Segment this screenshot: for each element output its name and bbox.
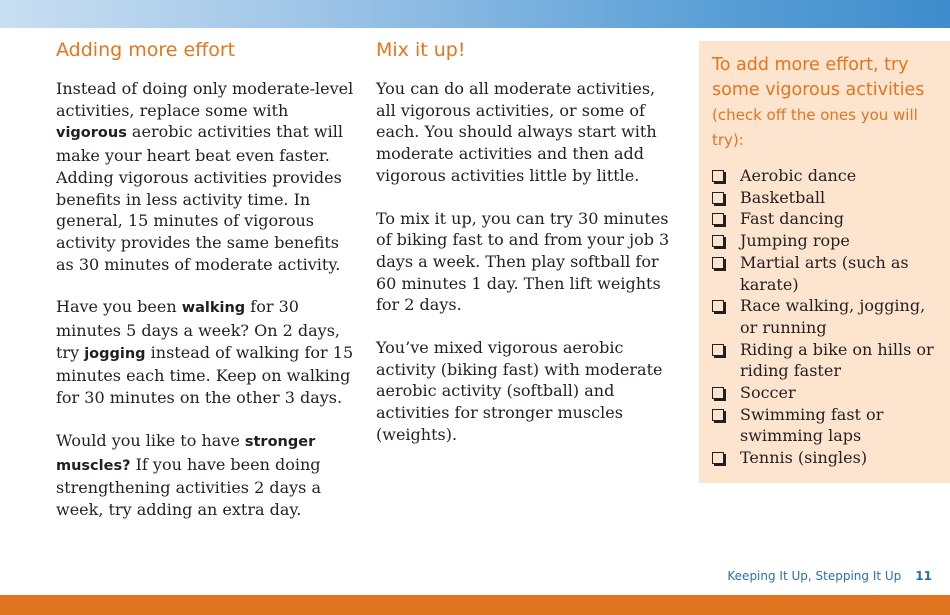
checklist-item: Martial arts (such as karate) (712, 252, 940, 295)
sidebar-title: To add more effort, try some vigorous activities (712, 55, 925, 100)
checkbox-icon[interactable] (712, 452, 724, 464)
keyword-walking: walking (181, 300, 246, 317)
sidebar-note: (check off the ones you will try): (712, 106, 918, 149)
checklist-item: Jumping rope (712, 230, 940, 252)
checklist-item: Soccer (712, 382, 940, 404)
vigorous-activities-sidebar (699, 41, 950, 483)
checkbox-icon[interactable] (712, 344, 724, 356)
column-adding-effort (56, 36, 356, 542)
top-color-band (0, 0, 950, 28)
column-mix-it-up (376, 36, 676, 467)
paragraph-mix-intro: You can do all moderate activities, all vigorous activities, or some of each. You should always start with moderate activities and then add vigorous activities little by little. (376, 79, 657, 185)
checklist-item: Riding a bike on hills or riding faster (712, 339, 940, 382)
paragraph-mix-example: To mix it up, you can try 30 minutes of biking fast to and from your job 3 days a week. Then play softball for 60 minutes 1 day. Then lift weights for 2 days. (376, 208, 670, 315)
activity-checklist (712, 165, 940, 469)
page-footer (700, 569, 932, 583)
heading-mix-it-up: Mix it up! (376, 39, 466, 61)
checklist-item: Tennis (singles) (712, 447, 940, 469)
keyword-stronger-muscles: stronger muscles? (56, 433, 316, 474)
checkbox-icon[interactable] (712, 170, 724, 182)
paragraph-mix-summary: You’ve mixed vigorous aerobic activity (biking fast) with moderate aerobic activity (softball) and activities for stronger muscles (weights). (376, 338, 663, 444)
footer-title: Keeping It Up, Stepping It Up (727, 569, 902, 583)
checklist-item: Basketball (712, 187, 940, 209)
keyword-jogging: jogging (84, 345, 146, 362)
checkbox-icon[interactable] (712, 192, 724, 204)
checklist-item: Fast dancing (712, 208, 940, 230)
checklist-item: Aerobic dance (712, 165, 940, 187)
checklist-item: Swimming fast or swimming laps (712, 404, 940, 447)
checkbox-icon[interactable] (712, 257, 724, 269)
checkbox-icon[interactable] (712, 235, 724, 247)
checkbox-icon[interactable] (712, 213, 724, 225)
paragraph-vigorous: Instead of doing only moderate-level activities, replace some with vigorous aerobic activities that will make your heart beat even faster. Adding vigorous activities provides benefits in less activity time. In general, 15 minutes of vigorous activity provides the same benefits as 30 minutes of moderate activity. (56, 79, 354, 274)
checklist-item: Race walking, jogging, or running (712, 295, 940, 338)
paragraph-stronger-muscles: Would you like to have stronger muscles? If you have been doing strengthening activities 2 days a week, try adding an extra day. (56, 430, 321, 519)
bottom-color-band (0, 595, 950, 615)
heading-adding-effort: Adding more effort (56, 39, 236, 61)
checkbox-icon[interactable] (712, 387, 724, 399)
checkbox-icon[interactable] (712, 300, 724, 312)
checkbox-icon[interactable] (712, 409, 724, 421)
page-number: 11 (915, 569, 932, 583)
paragraph-walking: Have you been walking for 30 minutes 5 days a week? On 2 days, try jogging instead of walking for 15 minutes each time. Keep on walking for 30 minutes on the other 3 days. (56, 297, 354, 408)
keyword-vigorous: vigorous (56, 125, 127, 142)
